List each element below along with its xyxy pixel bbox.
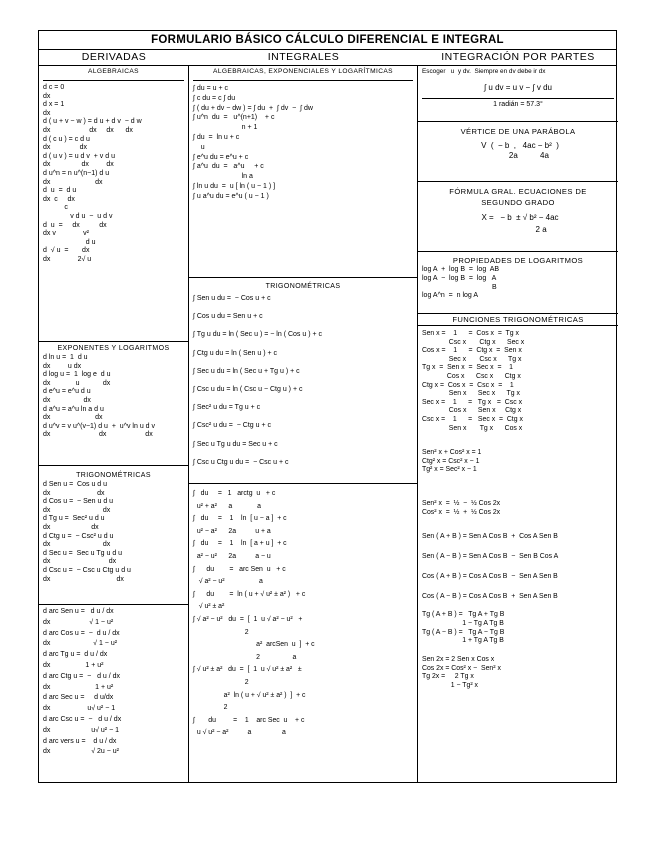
section-title: PROPIEDADES DE LOGARITMOS (452, 256, 584, 265)
integrales-racionales (189, 483, 417, 782)
formula-block: ∫ du = u + c ∫ c du = c ∫ du ∫ ( du + dv − dw ) = ∫ du + ∫ dv − ∫ dw ∫ u^n du = u^(n+1) + c n + 1 ∫ du = ln u + c u ∫ e^u du = e^u + c ∫ a^u du = a^u + c ln a ∫ ln u du = u [ ln ( u − 1 ) ] ∫ u a^u du = e^u ( u − 1 ) (193, 85, 313, 200)
integrales-column (189, 65, 418, 782)
funciones-trigonometricas (418, 313, 618, 782)
section-title: EXPONENTES Y LOGARITMOS (57, 345, 170, 352)
integrales-algebraicas (189, 65, 417, 277)
section-title: ALGEBRAICAS (43, 65, 184, 81)
formula-block: d Sen u = Cos u d u dx dx d Cos u = − Sen u d u dx dx d Tg u = Sec² u d u dx dx d Ctg u = − Csc² u d u dx dx d Sec u = Sec u Tg u d u dx dx d Csc u = − Csc u Ctg u d u dx dx (43, 481, 131, 583)
sum-identity: Sen ( A + B ) = Sen A Cos B + Cos A Sen B (422, 532, 558, 540)
header-integracion-partes: INTEGRACIÓN POR PARTES (441, 51, 595, 63)
header-integrales: INTEGRALES (267, 51, 340, 63)
integrales-trigonometricas (189, 277, 417, 483)
derivadas-column (39, 65, 189, 782)
section-title: VÉRTICE DE UNA PARÁBOLA (460, 127, 576, 136)
pythagorean-identities: Sen² x + Cos² x = 1 Ctg² x = Csc² x − 1 Tg² x = Sec² x − 1 (422, 449, 482, 474)
formula-block: V ( − b , 4ac − b² ) 2a 4a (481, 141, 559, 160)
double-angle-identities: Sen 2x = 2 Sen x Cos x Cos 2x = Cos² x − Sen² x Tg 2x = 2 Tg x 1 − Tg² x (422, 656, 501, 689)
formula-block: d ln u = 1 d u dx u dx d log u = 1 log e d u dx u dx d e^u = e^u d u dx dx d a^u = a^u ln a d u dx dx d u^v = v u^(v−1) d u + u^v ln u d v dx dx dx (43, 354, 155, 439)
sum-identity: Cos ( A − B ) = Cos A Cos B + Sen A Sen B (422, 592, 558, 600)
derivadas-trigonometricas (39, 465, 188, 604)
partes-column (418, 65, 618, 782)
section-title: TRIGONOMÉTRICAS (265, 283, 341, 290)
tangent-identities: Tg ( A + B ) = Tg A + Tg B 1 − Tg A Tg B Tg ( A − B ) = Tg A − Tg B 1 + Tg A Tg B (422, 610, 505, 645)
formula-block: ∫ Sen u du = − Cos u + c ∫ Cos u du = Sen u + c ∫ Tg u du = ln ( Sec u ) = − ln ( Cos u ) + c ∫ Ctg u du = ln ( Sen u ) + c ∫ Sec u du = ln ( Sec u + Tg u ) + c ∫ Csc u du = ln ( Csc u − Ctg u ) + c ∫ Sec² u du = Tg u + c ∫ Csc² u du = − Ctg u + c ∫ Sec u Tg u du = Sec u + c ∫ Csc u Ctg u du = − Csc u + c (193, 295, 323, 466)
half-angle-identities: Sen² x = ½ − ½ Cos 2x Cos² x = ½ + ½ Cos 2x (422, 499, 501, 516)
derivadas-exponentes (39, 341, 188, 465)
partes-formula (418, 65, 618, 121)
derivadas-algebraicas (39, 65, 188, 341)
sum-identity: Sen ( A − B ) = Sen A Cos B − Sen B Cos A (422, 552, 559, 560)
vertice-parabola (418, 121, 618, 181)
header-derivadas: DERIVADAS (81, 51, 147, 63)
sum-identity: Cos ( A + B ) = Cos A Cos B − Sen A Sen B (422, 572, 558, 580)
formula-block: d c = 0 dx d x = 1 dx d ( u + v − w ) = d u + d v − d w dx dx dx dx d ( c u ) = c d u dx dx d ( u v ) = u d v + v d u dx dx dx d u^n = n u^(n−1) d u dx dx d u = d u dx c dx c v d u − u d v d u = dx dx dx v v² d u d √ u = dx dx 2√ u (43, 84, 142, 263)
formula-block: d arc Sen u = d u / dx dx √ 1 − u² d arc Cos u = − d u / dx dx √ 1 − u² d arc Tg u = d u / dx dx 1 + u² d arc Ctg u = − d u / dx dx 1 + u² d arc Sec u = d u/dx dx u√ u² − 1 d arc Csc u = − d u / dx dx u√ u² − 1 d arc vers u = d u / dx dx √ 2u − u² (43, 608, 122, 756)
formula-block: ∫ du = 1 arctg u + c u² + a² a a ∫ du = 1 ln [ u − a ] + c u² − a² 2a u + a ∫ du = 1 ln [ a + u ] + c a² − u² 2a a − u ∫ du = arc Sen u + c √ a² − u² a ∫ du = ln ( u + √ u² ± a² ) + c √ u² ± a² ∫ √ a² − u² du = [ 1 u √ a² − u² + 2 a² arcSen u ] + c 2 a ∫ √ u² ± a² du = [ 1 u √ u² ± a² ± 2 a² ln ( u + √ u² ± a² ) ] + c 2 ∫ du = 1 arc Sec u + c u √ u² − a² a a (193, 490, 315, 737)
formula-block: Sen x = 1 = Cos x = Tg x Csc x Ctg x Sec x Cos x = 1 = Ctg x = Sen x Sec x Csc x Tg x Tg x = Sen x = Sec x = 1 Cos x Csc x Ctg x Ctg x = Cos x = Csc x = 1 Sen x Sec x Tg x Sec x = 1 = Tg x = Csc x Cos x Sen x Ctg x Csc x = 1 = Sec x = Ctg x Sen x Tg x Cos x (422, 330, 525, 432)
page-title: FORMULARIO BÁSICO CÁLCULO DIFERENCIAL E INTEGRAL (39, 31, 616, 50)
formulario-sheet (38, 30, 617, 783)
section-title: TRIGONOMÉTRICAS (76, 472, 151, 479)
section-title: ALGEBRAICAS, EXPONENCIALES Y LOGARÍTMICAS (193, 65, 413, 81)
section-title: FÓRMULA GRAL. ECUACIONES DE SEGUNDO GRADO (449, 187, 587, 207)
intro-text: Escoger u y dv. Siempre en dv debe ir dx (422, 68, 546, 75)
integration-formula: ∫ u dv = u v − ∫ v du (484, 82, 552, 92)
radian-value: 1 radián = 57.3° (493, 100, 543, 108)
section-title: FUNCIONES TRIGONOMÉTRICAS (418, 314, 618, 326)
derivadas-inversas (39, 604, 188, 782)
propiedades-logaritmos (418, 251, 618, 313)
formula-general (418, 181, 618, 251)
formula-block: log A + log B = log AB log A − log B = log A B log A^n = n log A (422, 266, 500, 300)
column-headers (39, 49, 616, 66)
formula-block: X = − b ± √ b² − 4ac 2 a (481, 213, 559, 234)
